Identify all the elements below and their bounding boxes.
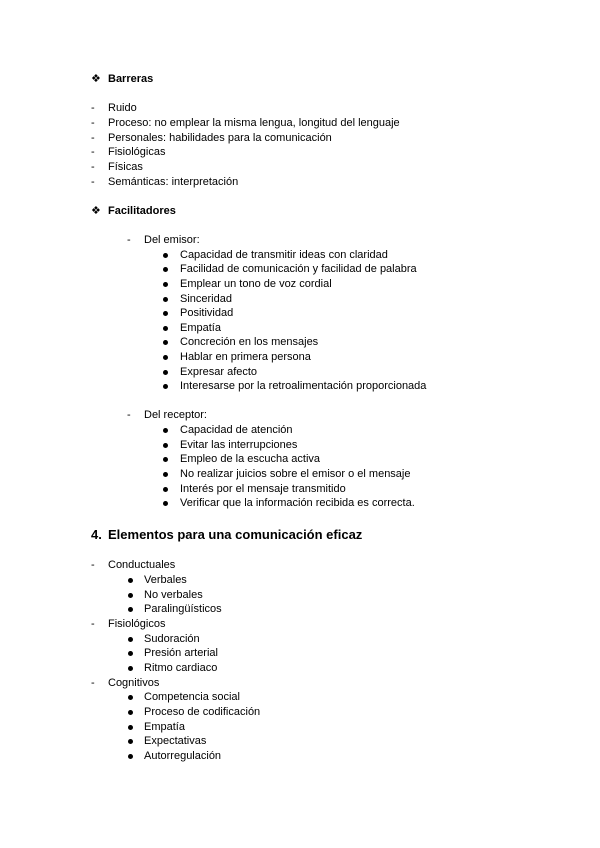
receptor-label: Del receptor:: [144, 409, 207, 421]
bullet-dot: [163, 428, 168, 433]
list-item: Hablar en primera persona: [180, 351, 311, 363]
list-item: Proceso: no emplear la misma lengua, longitud del lenguaje: [108, 117, 400, 129]
list-item: Empleo de la escucha activa: [180, 453, 321, 465]
bullet-dot: [163, 297, 168, 302]
list-item: Ruido: [108, 102, 137, 114]
list-item: Interesarse por la retroalimentación proporcionada: [180, 380, 427, 392]
bullet-dot: [163, 457, 168, 462]
bullet-dot: [163, 282, 168, 287]
list-item: Expresar afecto: [180, 366, 258, 378]
list-item: Ritmo cardiaco: [144, 662, 218, 674]
barreras-heading: Barreras: [108, 73, 154, 85]
list-item: Emplear un tono de voz cordial: [180, 278, 332, 290]
bullet-dot: [163, 472, 168, 477]
dash-bullet: -: [91, 102, 95, 114]
list-item: Verbales: [144, 574, 187, 586]
list-item: Personales: habilidades para la comunicación: [108, 132, 332, 144]
group-label-fisiologicos: Fisiológicos: [108, 618, 166, 630]
bullet-dot: [163, 370, 168, 375]
bullet-dot: [163, 267, 168, 272]
list-item: Físicas: [108, 161, 143, 173]
dash-bullet: -: [91, 146, 95, 158]
bullet-dot: [128, 651, 133, 656]
list-item: Competencia social: [144, 691, 240, 703]
list-item: Sinceridad: [180, 293, 232, 305]
group-label-cognitivos: Cognitivos: [108, 677, 160, 689]
bullet-dot: [128, 578, 133, 583]
list-item: Interés por el mensaje transmitido: [180, 483, 346, 495]
list-item: Empatía: [180, 322, 221, 334]
bullet-dot: [163, 326, 168, 331]
list-item: Concreción en los mensajes: [180, 336, 319, 348]
bullet-dot: [128, 637, 133, 642]
dash-bullet: -: [91, 132, 95, 144]
group-label-conductuales: Conductuales: [108, 559, 176, 571]
bullet-dot: [128, 607, 133, 612]
diamond-bullet-icon: ❖: [91, 205, 101, 217]
list-item: Empatía: [144, 721, 185, 733]
dash-bullet: -: [91, 559, 95, 571]
list-item: Semánticas: interpretación: [108, 176, 239, 188]
list-item: Autorregulación: [144, 750, 222, 762]
facilitadores-heading: Facilitadores: [108, 205, 176, 217]
bullet-dot: [128, 754, 133, 759]
list-item: Verificar que la información recibida es correcta.: [180, 497, 415, 509]
bullet-dot: [163, 384, 168, 389]
section-number: 4.: [91, 527, 102, 542]
section-title: Elementos para una comunicación eficaz: [108, 527, 363, 542]
list-item: Capacidad de atención: [180, 424, 293, 436]
list-item: No realizar juicios sobre el emisor o el mensaje: [180, 468, 411, 480]
list-item: Positividad: [180, 307, 234, 319]
dash-bullet: -: [91, 176, 95, 188]
bullet-dot: [128, 593, 133, 598]
bullet-dot: [128, 666, 133, 671]
dash-bullet: -: [91, 618, 95, 630]
dash-bullet: -: [91, 677, 95, 689]
list-item: Fisiológicas: [108, 146, 166, 158]
bullet-dot: [163, 501, 168, 506]
dash-bullet: -: [127, 234, 131, 246]
list-item: Capacidad de transmitir ideas con claridad: [180, 249, 388, 261]
bullet-dot: [163, 253, 168, 258]
dash-bullet: -: [127, 409, 131, 421]
list-item: No verbales: [144, 589, 203, 601]
bullet-dot: [163, 311, 168, 316]
bullet-dot: [128, 695, 133, 700]
list-item: Sudoración: [144, 633, 200, 645]
list-item: Proceso de codificación: [144, 706, 261, 718]
bullet-dot: [163, 487, 168, 492]
bullet-dot: [128, 710, 133, 715]
emisor-label: Del emisor:: [144, 234, 200, 246]
bullet-dot: [163, 355, 168, 360]
list-item: Facilidad de comunicación y facilidad de palabra: [180, 263, 417, 275]
list-item: Evitar las interrupciones: [180, 439, 298, 451]
dash-bullet: -: [91, 117, 95, 129]
list-item: Paralingüísticos: [144, 603, 222, 615]
bullet-dot: [128, 739, 133, 744]
diamond-bullet-icon: ❖: [91, 73, 101, 85]
bullet-dot: [163, 340, 168, 345]
list-item: Presión arterial: [144, 647, 218, 659]
list-item: Expectativas: [144, 735, 207, 747]
bullet-dot: [163, 443, 168, 448]
dash-bullet: -: [91, 161, 95, 173]
bullet-dot: [128, 725, 133, 730]
